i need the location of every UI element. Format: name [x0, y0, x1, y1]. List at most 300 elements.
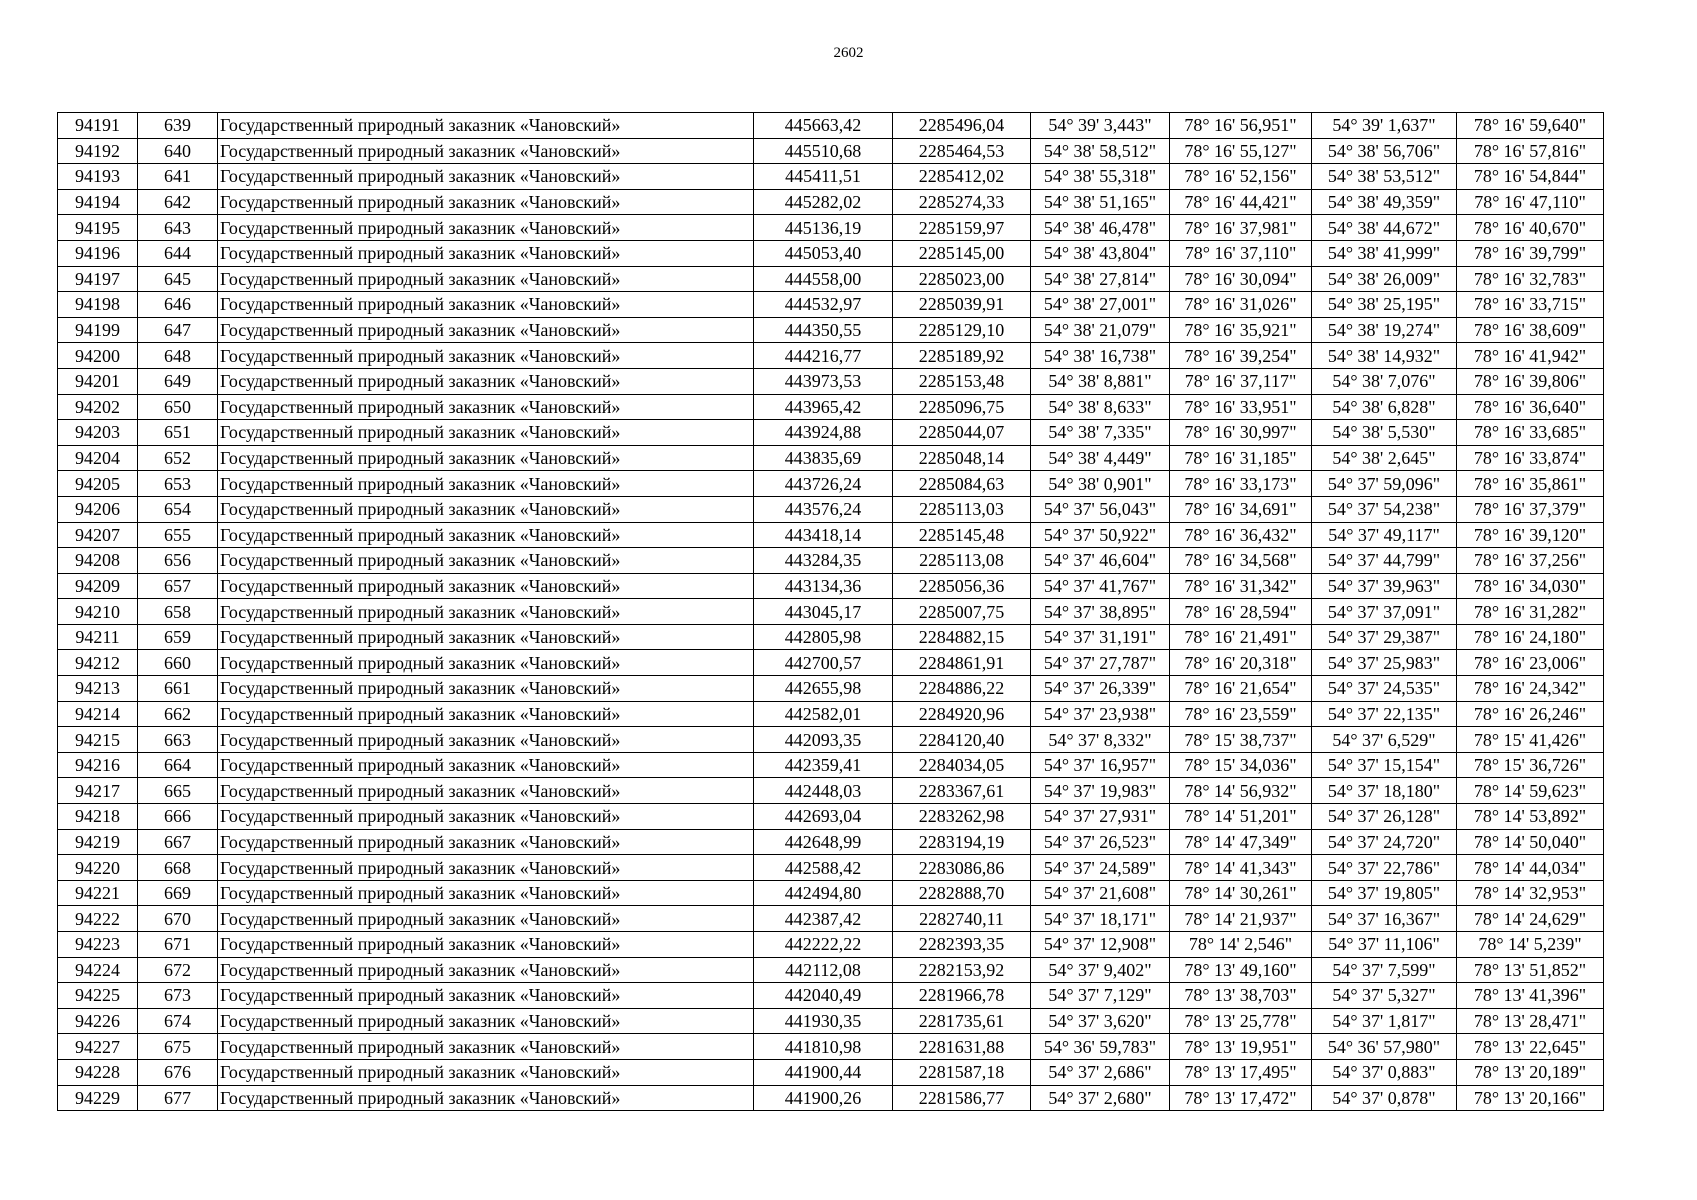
point-number-cell: 677: [138, 1085, 218, 1111]
y-coordinate-cell: 2284886,22: [893, 676, 1031, 702]
latitude-alt-cell: 54° 36' 57,980": [1312, 1034, 1457, 1060]
latitude-cell: 54° 38' 27,814": [1031, 266, 1170, 292]
longitude-cell: 78° 14' 56,932": [1170, 778, 1312, 804]
object-name-cell: Государственный природный заказник «Чановский»: [218, 420, 754, 446]
y-coordinate-cell: 2283367,61: [893, 778, 1031, 804]
latitude-cell: 54° 38' 7,335": [1031, 420, 1170, 446]
longitude-alt-cell: 78° 16' 57,816": [1457, 138, 1604, 164]
latitude-alt-cell: 54° 39' 1,637": [1312, 113, 1457, 139]
object-name-cell: Государственный природный заказник «Чановский»: [218, 1085, 754, 1111]
row-number-cell: 94195: [58, 215, 138, 241]
point-number-cell: 645: [138, 266, 218, 292]
object-name-cell: Государственный природный заказник «Чановский»: [218, 778, 754, 804]
longitude-alt-cell: 78° 16' 37,379": [1457, 496, 1604, 522]
object-name-cell: Государственный природный заказник «Чановский»: [218, 624, 754, 650]
row-number-cell: 94222: [58, 906, 138, 932]
row-number-cell: 94213: [58, 676, 138, 702]
latitude-cell: 54° 38' 4,449": [1031, 445, 1170, 471]
longitude-cell: 78° 16' 34,691": [1170, 496, 1312, 522]
row-number-cell: 94207: [58, 522, 138, 548]
object-name-cell: Государственный природный заказник «Чановский»: [218, 445, 754, 471]
y-coordinate-cell: 2285023,00: [893, 266, 1031, 292]
latitude-alt-cell: 54° 37' 15,154": [1312, 752, 1457, 778]
latitude-cell: 54° 38' 16,738": [1031, 343, 1170, 369]
object-name-cell: Государственный природный заказник «Чановский»: [218, 240, 754, 266]
row-number-cell: 94193: [58, 164, 138, 190]
latitude-alt-cell: 54° 37' 59,096": [1312, 471, 1457, 497]
longitude-cell: 78° 16' 56,951": [1170, 113, 1312, 139]
longitude-alt-cell: 78° 13' 20,189": [1457, 1059, 1604, 1085]
latitude-cell: 54° 38' 43,804": [1031, 240, 1170, 266]
object-name-cell: Государственный природный заказник «Чановский»: [218, 1059, 754, 1085]
longitude-cell: 78° 16' 36,432": [1170, 522, 1312, 548]
longitude-alt-cell: 78° 16' 36,640": [1457, 394, 1604, 420]
longitude-alt-cell: 78° 16' 23,006": [1457, 650, 1604, 676]
latitude-cell: 54° 37' 46,604": [1031, 548, 1170, 574]
latitude-alt-cell: 54° 38' 41,999": [1312, 240, 1457, 266]
point-number-cell: 660: [138, 650, 218, 676]
table-row: [58, 676, 1604, 702]
table-row: [58, 624, 1604, 650]
latitude-cell: 54° 37' 21,608": [1031, 880, 1170, 906]
latitude-alt-cell: 54° 38' 2,645": [1312, 445, 1457, 471]
latitude-cell: 54° 37' 23,938": [1031, 701, 1170, 727]
longitude-alt-cell: 78° 16' 39,806": [1457, 368, 1604, 394]
table-row: [58, 880, 1604, 906]
y-coordinate-cell: 2285153,48: [893, 368, 1031, 394]
object-name-cell: Государственный природный заказник «Чановский»: [218, 317, 754, 343]
object-name-cell: Государственный природный заказник «Чановский»: [218, 1008, 754, 1034]
longitude-alt-cell: 78° 16' 41,942": [1457, 343, 1604, 369]
longitude-alt-cell: 78° 14' 50,040": [1457, 829, 1604, 855]
point-number-cell: 652: [138, 445, 218, 471]
longitude-cell: 78° 16' 30,094": [1170, 266, 1312, 292]
row-number-cell: 94225: [58, 983, 138, 1009]
table-row: [58, 317, 1604, 343]
y-coordinate-cell: 2285159,97: [893, 215, 1031, 241]
point-number-cell: 640: [138, 138, 218, 164]
y-coordinate-cell: 2281587,18: [893, 1059, 1031, 1085]
x-coordinate-cell: 442588,42: [754, 855, 893, 881]
latitude-alt-cell: 54° 37' 24,535": [1312, 676, 1457, 702]
object-name-cell: Государственный природный заказник «Чановский»: [218, 215, 754, 241]
latitude-alt-cell: 54° 37' 37,091": [1312, 599, 1457, 625]
longitude-cell: 78° 16' 33,951": [1170, 394, 1312, 420]
row-number-cell: 94205: [58, 471, 138, 497]
object-name-cell: Государственный природный заказник «Чановский»: [218, 343, 754, 369]
row-number-cell: 94215: [58, 727, 138, 753]
latitude-cell: 54° 37' 24,589": [1031, 855, 1170, 881]
longitude-alt-cell: 78° 16' 47,110": [1457, 189, 1604, 215]
point-number-cell: 643: [138, 215, 218, 241]
latitude-cell: 54° 37' 38,895": [1031, 599, 1170, 625]
latitude-alt-cell: 54° 38' 26,009": [1312, 266, 1457, 292]
object-name-cell: Государственный природный заказник «Чановский»: [218, 676, 754, 702]
x-coordinate-cell: 442040,49: [754, 983, 893, 1009]
row-number-cell: 94212: [58, 650, 138, 676]
latitude-cell: 54° 37' 2,686": [1031, 1059, 1170, 1085]
object-name-cell: Государственный природный заказник «Чановский»: [218, 113, 754, 139]
x-coordinate-cell: 442693,04: [754, 804, 893, 830]
object-name-cell: Государственный природный заказник «Чановский»: [218, 855, 754, 881]
x-coordinate-cell: 442655,98: [754, 676, 893, 702]
table-row: [58, 829, 1604, 855]
latitude-alt-cell: 54° 37' 54,238": [1312, 496, 1457, 522]
latitude-cell: 54° 37' 27,787": [1031, 650, 1170, 676]
longitude-alt-cell: 78° 16' 40,670": [1457, 215, 1604, 241]
latitude-cell: 54° 37' 26,523": [1031, 829, 1170, 855]
row-number-cell: 94209: [58, 573, 138, 599]
point-number-cell: 655: [138, 522, 218, 548]
table-row: [58, 778, 1604, 804]
x-coordinate-cell: 445053,40: [754, 240, 893, 266]
table-row: [58, 906, 1604, 932]
y-coordinate-cell: 2285113,03: [893, 496, 1031, 522]
x-coordinate-cell: 445663,42: [754, 113, 893, 139]
table-row: [58, 1059, 1604, 1085]
object-name-cell: Государственный природный заказник «Чановский»: [218, 471, 754, 497]
longitude-cell: 78° 14' 30,261": [1170, 880, 1312, 906]
row-number-cell: 94224: [58, 957, 138, 983]
longitude-alt-cell: 78° 16' 59,640": [1457, 113, 1604, 139]
longitude-alt-cell: 78° 16' 24,342": [1457, 676, 1604, 702]
longitude-alt-cell: 78° 14' 53,892": [1457, 804, 1604, 830]
x-coordinate-cell: 444532,97: [754, 292, 893, 318]
point-number-cell: 675: [138, 1034, 218, 1060]
table-row: [58, 650, 1604, 676]
longitude-alt-cell: 78° 14' 59,623": [1457, 778, 1604, 804]
row-number-cell: 94220: [58, 855, 138, 881]
x-coordinate-cell: 442805,98: [754, 624, 893, 650]
table-row: [58, 189, 1604, 215]
latitude-cell: 54° 37' 12,908": [1031, 932, 1170, 958]
row-number-cell: 94211: [58, 624, 138, 650]
point-number-cell: 662: [138, 701, 218, 727]
latitude-alt-cell: 54° 37' 0,878": [1312, 1085, 1457, 1111]
y-coordinate-cell: 2285496,04: [893, 113, 1031, 139]
y-coordinate-cell: 2285129,10: [893, 317, 1031, 343]
longitude-alt-cell: 78° 13' 28,471": [1457, 1008, 1604, 1034]
longitude-cell: 78° 16' 39,254": [1170, 343, 1312, 369]
latitude-alt-cell: 54° 37' 1,817": [1312, 1008, 1457, 1034]
longitude-cell: 78° 16' 55,127": [1170, 138, 1312, 164]
x-coordinate-cell: 441810,98: [754, 1034, 893, 1060]
longitude-alt-cell: 78° 16' 33,874": [1457, 445, 1604, 471]
longitude-alt-cell: 78° 13' 51,852": [1457, 957, 1604, 983]
longitude-cell: 78° 13' 38,703": [1170, 983, 1312, 1009]
point-number-cell: 644: [138, 240, 218, 266]
longitude-alt-cell: 78° 16' 39,120": [1457, 522, 1604, 548]
latitude-alt-cell: 54° 37' 44,799": [1312, 548, 1457, 574]
table-row: [58, 522, 1604, 548]
latitude-alt-cell: 54° 37' 25,983": [1312, 650, 1457, 676]
latitude-alt-cell: 54° 37' 26,128": [1312, 804, 1457, 830]
y-coordinate-cell: 2284920,96: [893, 701, 1031, 727]
y-coordinate-cell: 2285145,48: [893, 522, 1031, 548]
object-name-cell: Государственный природный заказник «Чановский»: [218, 368, 754, 394]
point-number-cell: 668: [138, 855, 218, 881]
x-coordinate-cell: 443965,42: [754, 394, 893, 420]
longitude-cell: 78° 16' 31,185": [1170, 445, 1312, 471]
longitude-cell: 78° 16' 23,559": [1170, 701, 1312, 727]
row-number-cell: 94228: [58, 1059, 138, 1085]
latitude-alt-cell: 54° 37' 5,327": [1312, 983, 1457, 1009]
x-coordinate-cell: 442494,80: [754, 880, 893, 906]
latitude-alt-cell: 54° 38' 53,512": [1312, 164, 1457, 190]
object-name-cell: Государственный природный заказник «Чановский»: [218, 727, 754, 753]
latitude-cell: 54° 38' 8,881": [1031, 368, 1170, 394]
table-row: [58, 292, 1604, 318]
object-name-cell: Государственный природный заказник «Чановский»: [218, 829, 754, 855]
y-coordinate-cell: 2281586,77: [893, 1085, 1031, 1111]
latitude-cell: 54° 37' 41,767": [1031, 573, 1170, 599]
object-name-cell: Государственный природный заказник «Чановский»: [218, 496, 754, 522]
latitude-cell: 54° 37' 18,171": [1031, 906, 1170, 932]
row-number-cell: 94203: [58, 420, 138, 446]
point-number-cell: 670: [138, 906, 218, 932]
table-row: [58, 855, 1604, 881]
latitude-cell: 54° 38' 8,633": [1031, 394, 1170, 420]
longitude-alt-cell: 78° 13' 22,645": [1457, 1034, 1604, 1060]
latitude-cell: 54° 38' 58,512": [1031, 138, 1170, 164]
table-row: [58, 420, 1604, 446]
table-row: [58, 1085, 1604, 1111]
row-number-cell: 94196: [58, 240, 138, 266]
y-coordinate-cell: 2285044,07: [893, 420, 1031, 446]
point-number-cell: 669: [138, 880, 218, 906]
latitude-cell: 54° 37' 27,931": [1031, 804, 1170, 830]
latitude-alt-cell: 54° 37' 16,367": [1312, 906, 1457, 932]
longitude-cell: 78° 13' 19,951": [1170, 1034, 1312, 1060]
latitude-alt-cell: 54° 37' 7,599": [1312, 957, 1457, 983]
point-number-cell: 659: [138, 624, 218, 650]
latitude-cell: 54° 37' 7,129": [1031, 983, 1170, 1009]
longitude-cell: 78° 14' 2,546": [1170, 932, 1312, 958]
row-number-cell: 94216: [58, 752, 138, 778]
latitude-alt-cell: 54° 38' 25,195": [1312, 292, 1457, 318]
longitude-alt-cell: 78° 14' 44,034": [1457, 855, 1604, 881]
latitude-cell: 54° 38' 46,478": [1031, 215, 1170, 241]
latitude-cell: 54° 37' 16,957": [1031, 752, 1170, 778]
x-coordinate-cell: 443134,36: [754, 573, 893, 599]
object-name-cell: Государственный природный заказник «Чановский»: [218, 701, 754, 727]
table-row: [58, 215, 1604, 241]
x-coordinate-cell: 442448,03: [754, 778, 893, 804]
latitude-alt-cell: 54° 37' 29,387": [1312, 624, 1457, 650]
object-name-cell: Государственный природный заказник «Чановский»: [218, 983, 754, 1009]
table-row: [58, 727, 1604, 753]
longitude-alt-cell: 78° 16' 32,783": [1457, 266, 1604, 292]
longitude-cell: 78° 15' 38,737": [1170, 727, 1312, 753]
latitude-alt-cell: 54° 38' 19,274": [1312, 317, 1457, 343]
latitude-cell: 54° 37' 3,620": [1031, 1008, 1170, 1034]
y-coordinate-cell: 2281966,78: [893, 983, 1031, 1009]
row-number-cell: 94229: [58, 1085, 138, 1111]
x-coordinate-cell: 444558,00: [754, 266, 893, 292]
longitude-alt-cell: 78° 16' 24,180": [1457, 624, 1604, 650]
y-coordinate-cell: 2281631,88: [893, 1034, 1031, 1060]
latitude-alt-cell: 54° 37' 19,805": [1312, 880, 1457, 906]
x-coordinate-cell: 442093,35: [754, 727, 893, 753]
longitude-cell: 78° 16' 30,997": [1170, 420, 1312, 446]
table-row: [58, 752, 1604, 778]
object-name-cell: Государственный природный заказник «Чановский»: [218, 522, 754, 548]
latitude-cell: 54° 39' 3,443": [1031, 113, 1170, 139]
x-coordinate-cell: 442700,57: [754, 650, 893, 676]
y-coordinate-cell: 2285412,02: [893, 164, 1031, 190]
y-coordinate-cell: 2285189,92: [893, 343, 1031, 369]
latitude-cell: 54° 37' 31,191": [1031, 624, 1170, 650]
y-coordinate-cell: 2285048,14: [893, 445, 1031, 471]
table-row: [58, 471, 1604, 497]
object-name-cell: Государственный природный заказник «Чановский»: [218, 804, 754, 830]
table-row: [58, 445, 1604, 471]
table-row: [58, 573, 1604, 599]
object-name-cell: Государственный природный заказник «Чановский»: [218, 752, 754, 778]
longitude-alt-cell: 78° 16' 31,282": [1457, 599, 1604, 625]
table-row: [58, 1034, 1604, 1060]
point-number-cell: 642: [138, 189, 218, 215]
longitude-alt-cell: 78° 14' 5,239": [1457, 932, 1604, 958]
row-number-cell: 94226: [58, 1008, 138, 1034]
table-row: [58, 804, 1604, 830]
longitude-alt-cell: 78° 14' 24,629": [1457, 906, 1604, 932]
longitude-alt-cell: 78° 16' 33,685": [1457, 420, 1604, 446]
row-number-cell: 94219: [58, 829, 138, 855]
longitude-cell: 78° 16' 35,921": [1170, 317, 1312, 343]
point-number-cell: 646: [138, 292, 218, 318]
point-number-cell: 664: [138, 752, 218, 778]
table-row: [58, 368, 1604, 394]
y-coordinate-cell: 2284120,40: [893, 727, 1031, 753]
object-name-cell: Государственный природный заказник «Чановский»: [218, 138, 754, 164]
x-coordinate-cell: 442387,42: [754, 906, 893, 932]
longitude-cell: 78° 16' 28,594": [1170, 599, 1312, 625]
longitude-cell: 78° 16' 37,981": [1170, 215, 1312, 241]
object-name-cell: Государственный природный заказник «Чановский»: [218, 957, 754, 983]
object-name-cell: Государственный природный заказник «Чановский»: [218, 880, 754, 906]
x-coordinate-cell: 445136,19: [754, 215, 893, 241]
longitude-cell: 78° 14' 47,349": [1170, 829, 1312, 855]
latitude-cell: 54° 37' 56,043": [1031, 496, 1170, 522]
point-number-cell: 653: [138, 471, 218, 497]
object-name-cell: Государственный природный заказник «Чановский»: [218, 164, 754, 190]
x-coordinate-cell: 442359,41: [754, 752, 893, 778]
row-number-cell: 94202: [58, 394, 138, 420]
longitude-alt-cell: 78° 16' 37,256": [1457, 548, 1604, 574]
y-coordinate-cell: 2285007,75: [893, 599, 1031, 625]
point-number-cell: 676: [138, 1059, 218, 1085]
row-number-cell: 94197: [58, 266, 138, 292]
table-row: [58, 983, 1604, 1009]
y-coordinate-cell: 2285274,33: [893, 189, 1031, 215]
y-coordinate-cell: 2284861,91: [893, 650, 1031, 676]
row-number-cell: 94200: [58, 343, 138, 369]
longitude-cell: 78° 14' 51,201": [1170, 804, 1312, 830]
object-name-cell: Государственный природный заказник «Чановский»: [218, 292, 754, 318]
latitude-alt-cell: 54° 37' 49,117": [1312, 522, 1457, 548]
table-row: [58, 164, 1604, 190]
longitude-alt-cell: 78° 15' 41,426": [1457, 727, 1604, 753]
point-number-cell: 674: [138, 1008, 218, 1034]
longitude-cell: 78° 15' 34,036": [1170, 752, 1312, 778]
x-coordinate-cell: 441900,44: [754, 1059, 893, 1085]
y-coordinate-cell: 2282393,35: [893, 932, 1031, 958]
longitude-cell: 78° 16' 31,342": [1170, 573, 1312, 599]
longitude-cell: 78° 14' 41,343": [1170, 855, 1312, 881]
x-coordinate-cell: 442582,01: [754, 701, 893, 727]
point-number-cell: 654: [138, 496, 218, 522]
object-name-cell: Государственный природный заказник «Чановский»: [218, 906, 754, 932]
latitude-cell: 54° 38' 55,318": [1031, 164, 1170, 190]
longitude-cell: 78° 16' 37,117": [1170, 368, 1312, 394]
coordinates-table: [57, 112, 1604, 1111]
row-number-cell: 94208: [58, 548, 138, 574]
table-row: [58, 599, 1604, 625]
y-coordinate-cell: 2285096,75: [893, 394, 1031, 420]
x-coordinate-cell: 443924,88: [754, 420, 893, 446]
point-number-cell: 665: [138, 778, 218, 804]
longitude-alt-cell: 78° 16' 39,799": [1457, 240, 1604, 266]
point-number-cell: 663: [138, 727, 218, 753]
latitude-alt-cell: 54° 37' 24,720": [1312, 829, 1457, 855]
y-coordinate-cell: 2282153,92: [893, 957, 1031, 983]
point-number-cell: 658: [138, 599, 218, 625]
object-name-cell: Государственный природный заказник «Чановский»: [218, 573, 754, 599]
x-coordinate-cell: 443835,69: [754, 445, 893, 471]
y-coordinate-cell: 2284034,05: [893, 752, 1031, 778]
point-number-cell: 641: [138, 164, 218, 190]
table-row: [58, 343, 1604, 369]
row-number-cell: 94199: [58, 317, 138, 343]
latitude-cell: 54° 37' 19,983": [1031, 778, 1170, 804]
table-row: [58, 957, 1604, 983]
y-coordinate-cell: 2283262,98: [893, 804, 1031, 830]
latitude-cell: 54° 38' 51,165": [1031, 189, 1170, 215]
longitude-cell: 78° 16' 31,026": [1170, 292, 1312, 318]
latitude-alt-cell: 54° 38' 56,706": [1312, 138, 1457, 164]
longitude-alt-cell: 78° 16' 38,609": [1457, 317, 1604, 343]
point-number-cell: 650: [138, 394, 218, 420]
longitude-alt-cell: 78° 16' 34,030": [1457, 573, 1604, 599]
point-number-cell: 639: [138, 113, 218, 139]
point-number-cell: 656: [138, 548, 218, 574]
longitude-cell: 78° 16' 21,491": [1170, 624, 1312, 650]
row-number-cell: 94214: [58, 701, 138, 727]
latitude-alt-cell: 54° 37' 18,180": [1312, 778, 1457, 804]
longitude-cell: 78° 16' 44,421": [1170, 189, 1312, 215]
x-coordinate-cell: 444350,55: [754, 317, 893, 343]
x-coordinate-cell: 443726,24: [754, 471, 893, 497]
latitude-alt-cell: 54° 37' 11,106": [1312, 932, 1457, 958]
y-coordinate-cell: 2285464,53: [893, 138, 1031, 164]
longitude-alt-cell: 78° 16' 35,861": [1457, 471, 1604, 497]
object-name-cell: Государственный природный заказник «Чановский»: [218, 266, 754, 292]
longitude-alt-cell: 78° 16' 26,246": [1457, 701, 1604, 727]
row-number-cell: 94210: [58, 599, 138, 625]
object-name-cell: Государственный природный заказник «Чановский»: [218, 1034, 754, 1060]
row-number-cell: 94218: [58, 804, 138, 830]
table-row: [58, 394, 1604, 420]
point-number-cell: 661: [138, 676, 218, 702]
row-number-cell: 94198: [58, 292, 138, 318]
x-coordinate-cell: 443576,24: [754, 496, 893, 522]
table-row: [58, 1008, 1604, 1034]
latitude-cell: 54° 37' 9,402": [1031, 957, 1170, 983]
table-row: [58, 496, 1604, 522]
row-number-cell: 94227: [58, 1034, 138, 1060]
longitude-cell: 78° 16' 37,110": [1170, 240, 1312, 266]
